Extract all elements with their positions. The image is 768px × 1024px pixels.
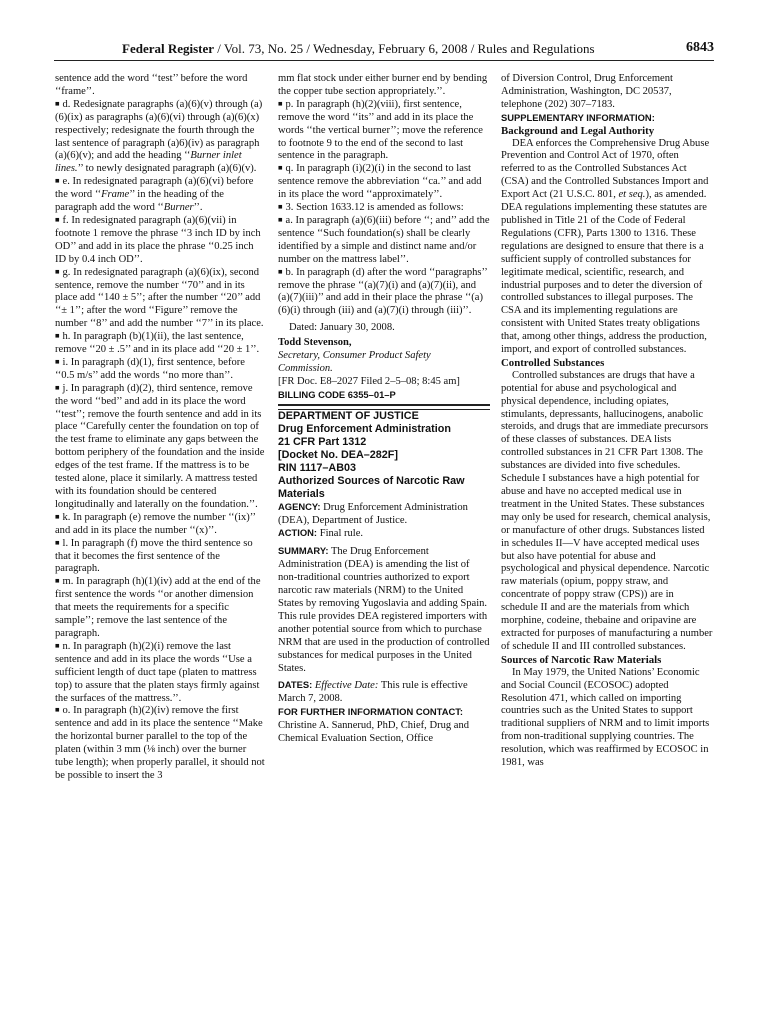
page-number: 6843	[686, 40, 714, 55]
rin-number: RIN 1117–AB03	[278, 461, 357, 474]
amendment-e: ■ e. In redesignated paragraph (a)(6)(vi) before the word ‘‘Frame’’ in the heading of the paragraph add the word ‘‘Burner’’.	[55, 176, 267, 215]
amendment-d: ■ d. Redesignate paragraphs (a)(6)(v) through (a)(6)(ix) as paragraphs (a)(6)(vi) through (a)(6)(x) respectively; redesignate the fourth through the last sentence of paragraph (a)6)(iv) as paragraph (a)(6)(v); and add the heading ‘‘Burner inlet lines.’’ to newly designated paragraph (a)(6)(v).	[55, 99, 267, 176]
department-heading: DEPARTMENT OF JUSTICE	[278, 409, 419, 422]
amendment-q: ■ q. In paragraph (i)(2)(i) in the second to last sentence remove the abbreviation ‘‘ca.’’ and add in its place the word ‘‘approximately’’.	[278, 163, 490, 202]
billing-code: BILLING CODE 6355–01–P	[278, 388, 396, 400]
dates-block: DATES: Effective Date: This rule is effective March 7, 2008.	[278, 679, 468, 705]
amendment-k: ■ k. In paragraph (e) remove the number ‘‘(ix)’’ and add in its place the number ‘‘(x)’’.	[55, 512, 267, 538]
column-2	[278, 73, 490, 746]
sources-paragraph: In May 1979, the United Nations’ Economic and Social Council (ECOSOC) adopted Resolution 471, which called on importing countries such as the United States to support traditional suppliers of NRM and to limit imports from non-traditional supplying countries. The resolution, which was reaffirmed by ECOSOC in 1981, was	[501, 666, 710, 769]
amendment-f: ■ f. In redesignated paragraph (a)(6)(vii) in footnote 1 remove the phrase ‘‘3 inch ID by inch OD’’ and add in its place the phrase ‘‘0.25 inch ID by 0.4 inch OD’’.	[55, 215, 267, 267]
amendment-g: ■ g. In redesignated paragraph (a)(6)(ix), second sentence, remove the number ‘‘70’’ and in its place add ‘‘140 ± 5’’; after the number ‘‘20’’ add ‘‘± 1’’; after the word ‘‘Figure’’ remove the number ‘‘8’’ and add the number ‘‘7’’ in its place.	[55, 267, 267, 332]
background-paragraph: DEA enforces the Comprehensive Drug Abuse Prevention and Control Act of 1970, often referred to as the Controlled Substances Act (CSA) and the Controlled Substances Import and Export Act (21 U.S.C. 801, et seq.), as amended. DEA regulations implementing these statutes are published in Title 21 of the Code of Federal Regulations (CFR), Parts 1300 to 1316. These regulations are designed to ensure that there is a sufficient supply of controlled substances for legitimate medical, scientific, research, and industrial purposes and to deter the diversion of controlled substances to illegal purposes. The CSA and its implementing regulations are consistent with United States treaty obligations that, among other things, address the production, import, and export of controlled substances.	[501, 137, 710, 356]
cfr-part: 21 CFR Part 1312	[278, 435, 367, 448]
divider	[278, 404, 490, 406]
sources-heading: Sources of Narcotic Raw Materials	[501, 653, 662, 666]
amendment-i: ■ i. In paragraph (d)(1), first sentence, before ‘‘0.5 m/s’’ add the words ‘‘no more than’’.	[55, 357, 267, 383]
signer-name: Todd Stevenson,	[278, 337, 352, 349]
controlled-substances-paragraph: Controlled substances are drugs that have a potential for abuse and psychological and physical dependence, including opiates, stimulants, depressants, hallucinogens, anabolic steroids, and drugs that are immediate precursors of these classes of substances. DEA lists controlled substances in 21 CFR Part 1308. The substances are divided into five schedules. Schedule I substances have a high potential for abuse and have no accepted medical use in treatment in the United States. These substances may only be used for research, chemical analysis, or manufacture of other drugs. Substances listed in schedules II—V have accepted medical uses but also have potential for abuse and psychological and physical dependence. Narcotic raw materials (opium, poppy straw, and concentrate of poppy straw (CPS)) are in schedule II and are the materials from which morphine, codeine, thebaine and oripavine are extracted for purposes of manufacturing a number of schedule II and III controlled substances.	[501, 369, 713, 652]
amendment-continuation: sentence add the word ‘‘test’’ before the word ‘‘frame’’.	[55, 73, 248, 97]
amendment-n: ■ n. In paragraph (h)(2)(i) remove the last sentence and add in its place the words ‘‘Use a sufficient length of duct tape (platen to mattress top) to assure that the platen stays firmly against the surfaces of the mattress.’’.	[55, 641, 267, 706]
agency-heading: Drug Enforcement Administration	[278, 422, 451, 435]
amendment-continuation: mm flat stock under either burner end by bending the copper tube section appropriately.’’.	[278, 73, 488, 97]
controlled-substances-heading: Controlled Substances	[501, 356, 605, 369]
background-heading: Background and Legal Authority	[501, 124, 655, 137]
rule-title: Authorized Sources of Narcotic Raw Materials	[278, 474, 465, 500]
contact-block: FOR FURTHER INFORMATION CONTACT: Christine A. Sannerud, PhD, Chief, Drug and Chemical Evaluation Section, Office	[278, 706, 469, 745]
amendment-m: ■ m. In paragraph (h)(1)(iv) add at the end of the first sentence the words ‘‘or another dimension that meets the requirements for a specific sample’’; remove the last sentence of the paragraph.	[55, 576, 267, 641]
amendment-o: ■ o. In paragraph (h)(2)(iv) remove the first sentence and add in its place the sentence ‘‘Make the horizontal burner parallel to the top of the platen (within 3 mm (⅛ inch) over the burner tube length); when properly parallel, it should not be possible to insert the 3	[55, 705, 267, 782]
publication-name: Federal Register	[122, 41, 215, 56]
signer-title: Secretary, Consumer Product Safety Commission.	[278, 350, 431, 374]
contact-continuation: of Diversion Control, Drug Enforcement Administration, Washington, DC 20537, telephone (202) 307–7183.	[501, 73, 673, 110]
action-block: ACTION: Final rule.	[278, 527, 364, 540]
section-1633-12-amendment: ■ 3. Section 1633.12 is amended as follows:	[278, 202, 490, 215]
dated-line: Dated: January 30, 2008.	[289, 322, 395, 334]
amendment-h: ■ h. In paragraph (b)(1)(ii), the last sentence, remove ‘‘20 ± .5’’ and in its place add ‘‘20 ± 1’’.	[55, 331, 267, 357]
agency-block: AGENCY: Drug Enforcement Administration (DEA), Department of Justice.	[278, 500, 468, 526]
amendment-j: ■ j. In paragraph (d)(2), third sentence, remove the word ‘‘bed’’ and add in its place the word ‘‘test’’; remove the fourth sentence and add in its place ‘‘Carefully center the foundation on top of the test frame to eliminate any gaps between the bottom periphery of the foundation and the inside edges of the test frame. If the mattress is to be tested alone, place it similarly. A mattress tested with its foundation should be centered longitudinally and laterally on the foundation.’’.	[55, 383, 267, 512]
amendment-l: ■ l. In paragraph (f) move the third sentence so that it becomes the first sentence of the paragraph.	[55, 538, 267, 577]
issue-details: / Vol. 73, No. 25 / Wednesday, February 6, 2008 / Rules and Regulations	[214, 41, 595, 56]
amendment-b: ■ b. In paragraph (d) after the word ‘‘paragraphs’’ remove the phrase ‘‘(a)(7)(i) and (a)(7)(ii), and (a)(7)(iii)’’ and add in their place the phrase ‘‘(a)(6)(i) through (iii) and (a)(7)(i) through (iii)’’.	[278, 267, 490, 319]
amendment-a: ■ a. In paragraph (a)(6)(iii) before ‘‘; and’’ add the sentence ‘‘Such foundation(s) shall be clearly identified by a simple and distinct name and/or number on the mattress label’’.	[278, 215, 490, 267]
column-3	[501, 73, 713, 770]
column-1	[55, 73, 267, 783]
running-header	[54, 38, 714, 61]
amendment-p: ■ p. In paragraph (h)(2)(viii), first sentence, remove the word ‘‘its’’ and add in its place the words ‘‘the vertical burner’’; move the reference to footnote 9 to the end of the second to last sentence in the paragraph.	[278, 99, 490, 164]
docket-number: [Docket No. DEA–282F]	[278, 448, 398, 461]
fr-doc-line: [FR Doc. E8–2027 Filed 2–5–08; 8:45 am]	[278, 375, 460, 387]
running-head-text	[122, 41, 595, 57]
supplementary-info-label: SUPPLEMENTARY INFORMATION:	[501, 111, 655, 123]
summary-block: SUMMARY: The Drug Enforcement Administration (DEA) is amending the list of non-traditional countries authorized to export narcotic raw materials (NRM) to the United States by removing Yugoslavia and adding Spain. This rule provides DEA registered importers with another potential source from which to purchase NRM that are used in the production of controlled substances for medical purposes in the United States.	[278, 545, 490, 674]
